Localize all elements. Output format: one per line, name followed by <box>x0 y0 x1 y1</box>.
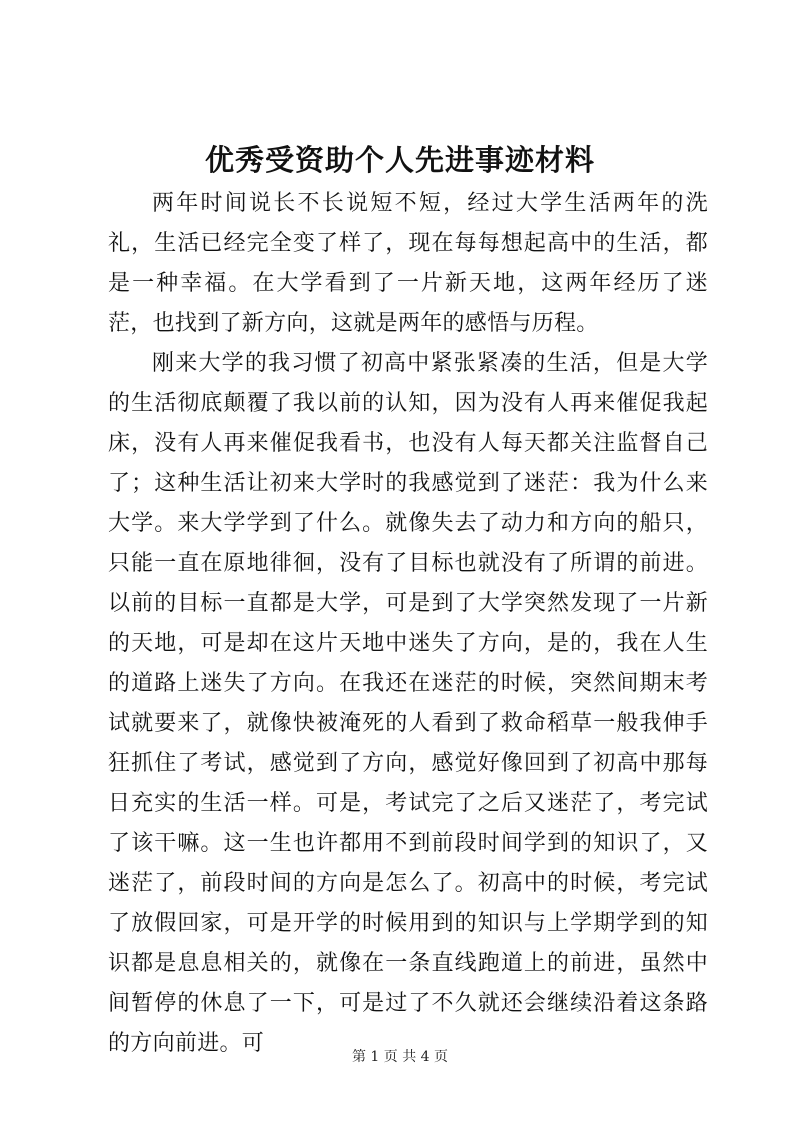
paragraph-2: 刚来大学的我习惯了初高中紧张紧凑的生活，但是大学的生活彻底颠覆了我以前的认知，因为没有人再来催促我起床，没有人再来催促我看书，也没有人每天都关注监督自己了；这种生活让初来大学时的我感觉到了迷茫：我为什么来大学。来大学学到了什么。就像失去了动力和方向的船只，只能一直在原地徘徊，没有了目标也就没有了所谓的前进。以前的目标一直都是大学，可是到了大学突然发现了一片新的天地，可是却在这片天地中迷失了方向，是的，我在人生的道路上迷失了方向。在我还在迷茫的时候，突然间期末考试就要来了，就像快被淹死的人看到了救命稻草一般我伸手狂抓住了考试，感觉到了方向，感觉好像回到了初高中那每日充实的生活一样。可是，考试完了之后又迷茫了，考完试了该干嘛。这一生也许都用不到前段时间学到的知识了，又迷茫了，前段时间的方向是怎么了。初高中的时候，考完试了放假回家，可是开学的时候用到的知识与上学期学到的知识都是息息相关的，就像在一条直线跑道上的前进，虽然中间暂停的休息了一下，可是过了不久就还会继续沿着这条路的方向前进。可 <box>108 351 708 1056</box>
page-number-footer: 第 1 页 共 4 页 <box>351 1049 449 1065</box>
document-body <box>108 184 708 1064</box>
paragraph-1: 两年时间说长不长说短不短，经过大学生活两年的洗礼，生活已经完全变了样了，现在每每想起高中的生活，都是一种幸福。在大学看到了一片新天地，这两年经历了迷茫，也找到了新方向，这就是两年的感悟与历程。 <box>108 191 708 336</box>
document-title: 优秀受资助个人先进事迹材料 <box>204 143 595 177</box>
